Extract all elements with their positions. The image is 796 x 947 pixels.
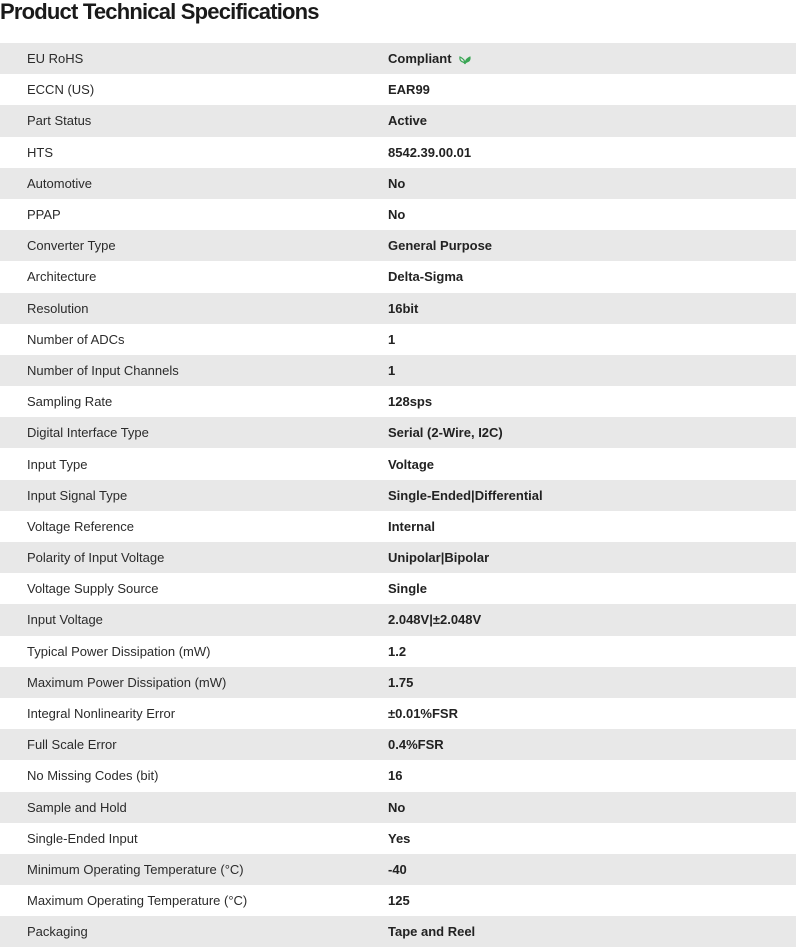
spec-value: EAR99 [388, 82, 430, 98]
spec-value: Single-Ended|Differential [388, 487, 543, 503]
spec-label: Full Scale Error [27, 737, 117, 753]
spec-row [0, 324, 796, 355]
spec-label: Architecture [27, 269, 97, 285]
spec-value: Voltage [388, 456, 434, 472]
spec-label: Integral Nonlinearity Error [27, 706, 176, 722]
spec-label: Maximum Operating Temperature (°C) [27, 893, 248, 909]
spec-label: Number of Input Channels [27, 362, 179, 378]
spec-label: Resolution [27, 300, 89, 316]
spec-row [0, 916, 796, 947]
spec-label: Typical Power Dissipation (mW) [27, 643, 211, 659]
spec-value: No [388, 175, 406, 191]
spec-label: Number of ADCs [27, 331, 125, 347]
spec-label: Voltage Reference [27, 518, 134, 534]
leaf-icon [458, 53, 472, 65]
spec-value: 1.2 [388, 643, 407, 659]
spec-row [0, 480, 796, 511]
page-title: Product Technical Specifications [0, 0, 319, 24]
spec-value: General Purpose [388, 238, 493, 254]
spec-label: EU RoHS [27, 51, 84, 67]
spec-label: Converter Type [27, 238, 116, 254]
spec-row [0, 105, 796, 136]
spec-row [0, 261, 796, 292]
spec-row [0, 293, 796, 324]
spec-value: Serial (2-Wire, I2C) [388, 425, 503, 441]
spec-row [0, 792, 796, 823]
spec-value [388, 51, 472, 66]
spec-value: Active [388, 113, 428, 129]
spec-row [0, 448, 796, 479]
spec-label: Sampling Rate [27, 394, 113, 410]
spec-row [0, 74, 796, 105]
spec-label: Single-Ended Input [27, 830, 138, 846]
spec-label: Automotive [27, 175, 93, 191]
spec-label: Voltage Supply Source [27, 581, 159, 597]
spec-label: Minimum Operating Temperature (°C) [27, 861, 244, 877]
spec-label: Input Signal Type [27, 487, 128, 503]
spec-label: ECCN (US) [27, 82, 95, 98]
spec-label: No Missing Codes (bit) [27, 768, 159, 784]
spec-value: 128sps [388, 394, 433, 410]
spec-value: No [388, 207, 406, 223]
spec-label: Input Voltage [27, 612, 103, 628]
spec-row [0, 573, 796, 604]
spec-row [0, 417, 796, 448]
spec-row [0, 199, 796, 230]
spec-value: ±0.01%FSR [388, 706, 458, 722]
spec-row [0, 823, 796, 854]
spec-row [0, 542, 796, 573]
spec-row-eu-rohs [0, 43, 796, 74]
spec-row [0, 636, 796, 667]
spec-value: Delta-Sigma [388, 269, 464, 285]
spec-label: Digital Interface Type [27, 425, 149, 441]
spec-value: 1 [388, 362, 396, 378]
spec-row [0, 667, 796, 698]
spec-row [0, 604, 796, 635]
spec-value: Single [388, 581, 428, 597]
spec-row [0, 854, 796, 885]
spec-row [0, 386, 796, 417]
spec-value-text: Compliant [388, 51, 452, 67]
spec-value: Tape and Reel [388, 924, 476, 940]
spec-value: 16 [388, 768, 403, 784]
spec-label: Polarity of Input Voltage [27, 550, 165, 566]
spec-value: 2.048V|±2.048V [388, 612, 482, 628]
spec-label: Part Status [27, 113, 92, 129]
spec-value: Internal [388, 518, 435, 534]
spec-label: Maximum Power Dissipation (mW) [27, 674, 227, 690]
spec-value: Yes [388, 830, 411, 846]
spec-value: No [388, 799, 406, 815]
spec-row [0, 885, 796, 916]
spec-label: Packaging [27, 924, 88, 940]
spec-value: 125 [388, 893, 410, 909]
spec-value: -40 [388, 861, 407, 877]
spec-row [0, 230, 796, 261]
spec-table [0, 43, 796, 947]
spec-row [0, 698, 796, 729]
spec-value: 0.4%FSR [388, 737, 444, 753]
spec-row [0, 168, 796, 199]
spec-label: Input Type [27, 456, 88, 472]
spec-label: Sample and Hold [27, 799, 127, 815]
spec-row [0, 729, 796, 760]
spec-row [0, 511, 796, 542]
spec-value: 16bit [388, 300, 419, 316]
spec-row [0, 355, 796, 386]
spec-row [0, 760, 796, 791]
spec-row [0, 137, 796, 168]
spec-value: Unipolar|Bipolar [388, 550, 490, 566]
spec-label: PPAP [27, 207, 61, 223]
spec-value: 1 [388, 331, 396, 347]
spec-value: 1.75 [388, 674, 414, 690]
spec-label: HTS [27, 144, 53, 160]
spec-value: 8542.39.00.01 [388, 144, 472, 160]
